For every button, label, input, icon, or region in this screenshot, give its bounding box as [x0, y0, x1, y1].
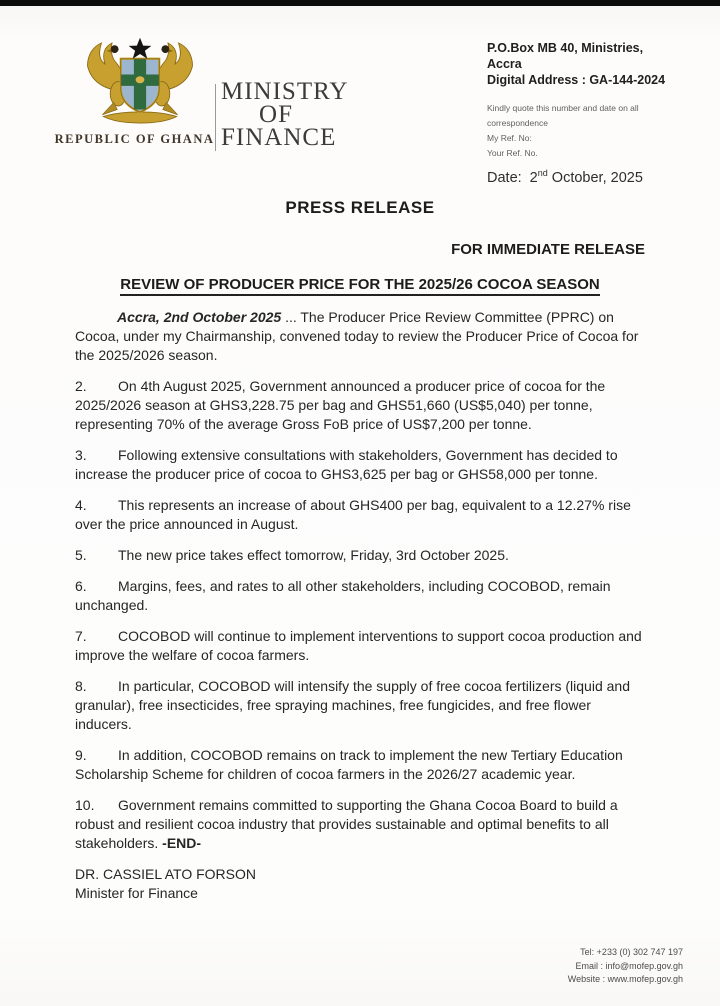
reference-notes: [487, 101, 672, 161]
date-line: [487, 168, 672, 186]
black-star-icon: [129, 38, 152, 59]
paragraph-number: 8.: [75, 678, 87, 694]
ministry-line-3: FINANCE: [221, 124, 337, 151]
paragraph-text: This represents an increase of about GHS400 per bag, equivalent to a 12.27% rise over the price announced in August.: [75, 497, 631, 532]
paragraph-number: 2.: [75, 378, 87, 394]
photo-top-edge: [0, 0, 720, 6]
paragraph-text: The new price takes effect tomorrow, Friday, 3rd October 2025.: [118, 547, 509, 563]
paragraph-2: [75, 377, 645, 434]
subject-title-text: REVIEW OF PRODUCER PRICE FOR THE 2025/26 COCOA SEASON: [120, 276, 600, 296]
paragraph-text: Government remains committed to supporting the Ghana Cocoa Board to build a robust and resilient cocoa industry that provides sustainable and optimal benefits to all stakeholders.: [75, 797, 618, 851]
ministry-line-2: OF: [259, 101, 293, 128]
ministry-name: [221, 78, 349, 151]
signatory-title: Minister for Finance: [75, 885, 198, 901]
signature-block: [75, 865, 645, 903]
date-label: Date:: [487, 169, 522, 186]
republic-of-ghana-caption: REPUBLIC OF GHANA: [54, 132, 215, 146]
note-line-2: correspondence: [487, 118, 548, 128]
paragraph-1-text: ... The Producer Price Review Committee (PPRC) on Cocoa, under my Chairmanship, convened today to review the Producer Price of Cocoa for the 2025/2026 season.: [75, 309, 639, 363]
footer-email: Email : info@mofep.gov.gh: [575, 960, 683, 971]
paragraph-10: [75, 796, 645, 853]
paragraph-number: 9.: [75, 747, 87, 763]
paragraph-number: 5.: [75, 547, 87, 563]
paragraph-text: COCOBOD will continue to implement interventions to support cocoa production and improve the welfare of cocoa farmers.: [75, 628, 642, 663]
digital-address-line: Digital Address : GA-144-2024: [487, 73, 666, 87]
paragraph-text: Following extensive consultations with stakeholders, Government has decided to increase the producer price of cocoa to GHS3,625 per bag or GHS58,000 per tonne.: [75, 447, 618, 482]
date-day: 2: [529, 169, 538, 186]
paragraph-number: 7.: [75, 628, 87, 644]
paragraph-9: [75, 746, 645, 784]
paragraph-1: [75, 308, 645, 365]
end-mark: -END-: [162, 835, 202, 851]
note-line-1: Kindly quote this number and date on all: [487, 103, 639, 113]
paragraph-4: [75, 496, 645, 534]
emblem-shield: [121, 59, 160, 112]
header-divider: [215, 84, 216, 151]
paragraph-text: In addition, COCOBOD remains on track to implement the new Tertiary Education Scholarship Scheme for children of cocoa farmers in the 2026/27 academic year.: [75, 747, 623, 782]
my-ref-line: My Ref. No:: [487, 133, 532, 143]
paragraph-text: In particular, COCOBOD will intensify the supply of free cocoa fertilizers (liquid and granular), free insecticides, free spraying machines, free fungicides, and free flower inducers.: [75, 678, 630, 732]
press-release-heading: PRESS RELEASE: [285, 198, 435, 217]
paragraph-7: [75, 627, 645, 665]
your-ref-line: Your Ref. No.: [487, 148, 538, 158]
paragraph-6: [75, 577, 645, 615]
dateline-lead: Accra, 2nd October 2025: [117, 309, 282, 325]
paragraph-text: On 4th August 2025, Government announced a producer price of cocoa for the 2025/2026 season at GHS3,228.75 per bag and GHS51,660 (US$5,040) per tonne, representing 70% of the average Gross FoB price of US$7,200 per tonne.: [75, 378, 606, 432]
paragraph-3: [75, 446, 645, 484]
paragraph-number: 10.: [75, 797, 95, 813]
paragraph-number: 3.: [75, 447, 87, 463]
date-ordinal-suffix: nd: [537, 168, 548, 178]
footer-contact: [568, 946, 683, 987]
paragraph-text: Margins, fees, and rates to all other stakeholders, including COCOBOD, remain unchanged.: [75, 578, 611, 613]
letter-body: [75, 308, 645, 903]
paragraph-number: 6.: [75, 578, 87, 594]
paragraph-5: [75, 546, 645, 565]
footer-tel: Tel: +233 (0) 302 747 197: [580, 947, 683, 957]
paragraph-8: [75, 677, 645, 734]
date-rest: October, 2025: [547, 169, 643, 186]
footer-website: Website : www.mofep.gov.gh: [567, 974, 683, 984]
ghana-coat-of-arms: [70, 36, 210, 134]
po-box-line: P.O.Box MB 40, Ministries, Accra: [487, 41, 644, 71]
contact-block: [487, 40, 672, 186]
ministry-line-1: MINISTRY: [221, 78, 349, 105]
paragraph-number: 4.: [75, 497, 87, 513]
subject-heading: [75, 276, 645, 293]
signatory-name: DR. CASSIEL ATO FORSON: [75, 866, 257, 882]
immediate-release-heading: FOR IMMEDIATE RELEASE: [451, 241, 645, 258]
emblem-base: [103, 112, 177, 123]
